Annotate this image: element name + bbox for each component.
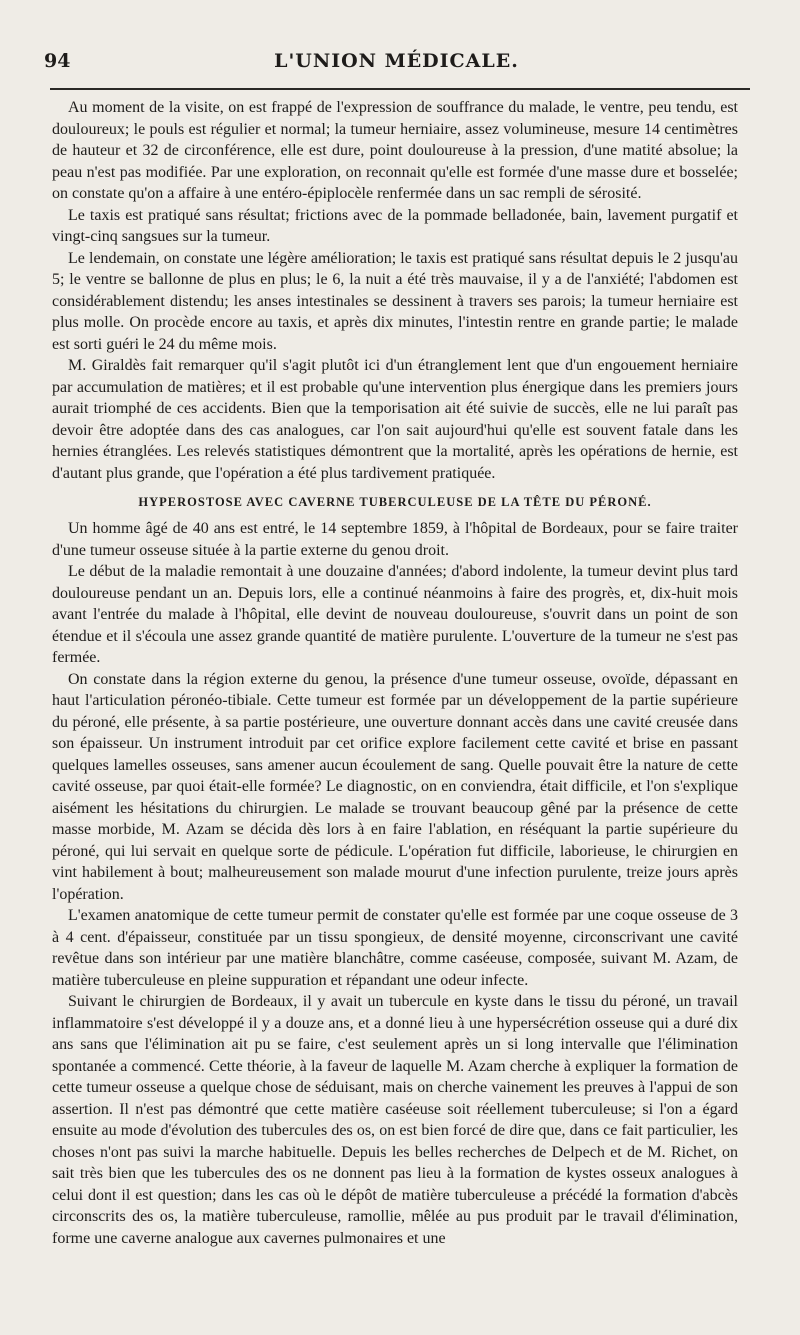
journal-title: L'UNION MÉDICALE. xyxy=(274,50,519,72)
paragraph: Un homme âgé de 40 ans est entré, le 14 septembre 1859, à l'hôpital de Bordeaux, pour se faire traiter d'une tumeur osseuse située à la partie externe du genou droit. xyxy=(52,520,738,559)
paragraph: Le début de la maladie remontait à une douzaine d'années; d'abord indolente, la tumeur devint plus tard douloureuse pendant un an. Depuis lors, elle a continué néanmoins à faire des progrès, et, dix-huit mois avant l'entrée du malade à l'hôpital, elle devint de nouveau douloureuse, s'ouvrit dans un point de son étendue et il s'écoula une assez grande quantité de matière purulente. L'ouverture de la tumeur ne s'est pas fermée. xyxy=(52,563,738,666)
paragraph: Le lendemain, on constate une légère amélioration; le taxis est pratiqué sans résultat depuis le 2 jusqu'au 5; le ventre se ballonne de plus en plus; le 6, la nuit a été très mauvaise, il y a de l'anxiété; l'abdomen est considérablement distendu; les anses intestinales se dessinent à travers ses parois; la tumeur herniaire est plus molle. On procède encore au taxis, et après dix minutes, l'intestin rentre en grande partie; le malade est sorti guéri le 24 du même mois. xyxy=(52,249,738,353)
section-title: HYPEROSTOSE AVEC CAVERNE TUBERCULEUSE DE LA TÊTE DU PÉRONÉ. xyxy=(138,495,652,509)
page-number: 94 xyxy=(44,50,71,72)
paragraph: Au moment de la visite, on est frappé de l'expression de souffrance du malade, le ventre, peu tendu, est douloureux; le pouls est régulier et normal; la tumeur herniaire, assez volumineuse, mesure 14 centimètres de hauteur et 32 de circonférence, elle est dure, point douloureuse à la pression, d'une matité absolue; la peau n'est pas modifiée. Par une exploration, on reconnait qu'elle est formée d'une masse dure et bosselée; on constate qu'on a affaire à une entéro-épiplocèle renfermée dans un sac rempli de sérosité. xyxy=(52,99,738,202)
paragraph: L'examen anatomique de cette tumeur permit de constater qu'elle est formée par une coque osseuse de 3 à 4 cent. d'épaisseur, constituée par un tissu spongieux, de densité moyenne, circonscrivant une cavité revêtue dans son intérieur par une matière blanchâtre, comme caséeuse, composée, suivant M. Azam, de matière tuberculeuse en pleine suppuration et répandant une odeur infecte. xyxy=(52,907,738,989)
paragraph: Suivant le chirurgien de Bordeaux, il y avait un tubercule en kyste dans le tissu du péroné, un travail inflammatoire s'est développé il y a douze ans, et a donné lieu à une hypersécrétion osseuse qui a duré dix ans sans que l'élimination ait pu se faire, c'est seulement après un si long intervalle que l'élimination spontanée a commencé. Cette théorie, à la faveur de laquelle M. Azam cherche à expliquer la formation de cette tumeur osseuse a quelque chose de séduisant, mais on cherche vainement les preuves à l'appui de son assertion. Il n'est pas démontré que cette matière caséeuse soit réellement tuberculeuse; si l'on a égard ensuite au mode d'évolution des tubercules des os, on est bien forcé de dire que, dans ce fait particulier, les choses n'ont pas suivi la marche habituelle. Depuis les belles recherches de Delpech et de M. Richet, on sait très bien que les tubercules des os ne donnent pas lieu à la formation de kystes osseux analogues à celui dont il est question; dans les cas où le dépôt de matière tuberculeuse a précédé la formation d'abcès circonscrits des os, la matière tuberculeuse, ramollie, mêlée au pus produit par le travail d'élimination, forme une caverne analogue aux cavernes pulmonaires et une xyxy=(52,993,738,1247)
paragraph: M. Giraldès fait remarquer qu'il s'agit plutôt ici d'un étranglement lent que d'un engouement herniaire par accumulation de matières; et il est probable qu'une intervention plus énergique dans les premiers jours aurait triomphé de ces accidents. Bien que la temporisation ait été suivie de succès, elle ne lui paraît pas devoir être adoptée dans des cas analogues, car l'on sait aujourd'hui qu'elle est souvent fatale dans les hernies étranglées. Les relevés statistiques démontrent que la mortalité, après les opérations de hernie, est d'autant plus grande, que l'opération a été plus tardivement pratiquée. xyxy=(52,357,738,482)
header-rule xyxy=(50,88,750,90)
body-text xyxy=(52,97,738,1249)
running-head xyxy=(44,48,749,78)
paragraph: Le taxis est pratiqué sans résultat; frictions avec de la pommade belladonée, bain, lavement purgatif et vingt-cinq sangsues sur la tumeur. xyxy=(52,206,738,245)
paragraph: On constate dans la région externe du genou, la présence d'une tumeur osseuse, ovoïde, dépassant en haut l'articulation péronéo-tibiale. Cette tumeur est formée par un développement de la partie supérieure du péroné, elle présente, à sa partie postérieure, une ouverture donnant accès dans une cavité creusée dans son épaisseur. Un instrument introduit par cet orifice explore facilement cette cavité et brise en passant quelques lamelles osseuses, sans amener aucun écoulement de sang. Quelle pouvait être la nature de cette cavité osseuse, par quoi était-elle formée? Le diagnostic, on en conviendra, était difficile, et l'on s'explique aisément les hésitations du chirurgien. Le malade se trouvant beaucoup gêné par la présence de cette masse morbide, M. Azam se décida dès lors à en faire l'ablation, en réséquant la partie supérieure du péroné, qui lui servait en quelque sorte de pédicule. L'opération fut difficile, laborieuse, le chirurgien en vint habilement à bout; malheureusement son malade mourut d'une infection purulente, treize jours après l'opération. xyxy=(52,670,738,903)
